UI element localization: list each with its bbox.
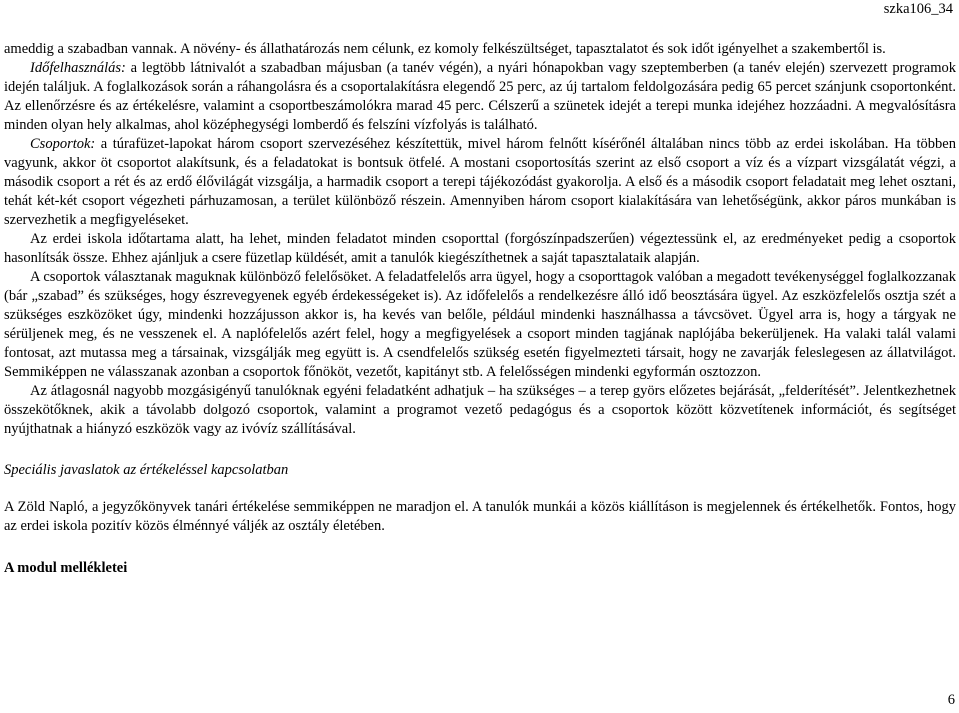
paragraph-evaluation: A Zöld Napló, a jegyzőkönyvek tanári értékelése semmiképpen ne maradjon el. A tanulók munkái a közös kiállításon is megjelennek és értékelhetők. Fontos, hogy az erdei iskola pozitív közös élménnyé váljék az osztály életében. — [4, 499, 956, 534]
paragraph-groups — [4, 135, 956, 230]
appendix-heading: A modul mellékletei — [4, 560, 128, 576]
paragraph-time-usage — [4, 59, 956, 135]
time-usage-text: a legtöbb látnivalót a szabadban májusban (a tanév végén), a nyári hónapokban vagy szeptemberben (a tanév elején) szervezett programok idején találjuk. A foglalkozások során a ráhangolásra és a csoportalakításra elegendő 25 perc, az új tartalom feldolgozására pedig 65 percet szánjunk csoportonként. Az ellenőrzésre és az értékelésre, valamint a csoportbeszámolókra marad 45 perc. Célszerű a szünetek idejét a terepi munka idejéhez hozzáadni. A megvalósításra minden olyan hely alkalmas, ahol középhegységi lomberdő és felszíni vízfolyás is található. — [4, 60, 956, 133]
page-number: 6 — [947, 692, 955, 708]
section-title-evaluation: Speciális javaslatok az értékeléssel kapcsolatban — [4, 462, 289, 478]
paragraph-rotation: Az erdei iskola időtartama alatt, ha lehet, minden feladatot minden csoporttal (forgószínpadszerűen) végeztessünk el, az eredményeket pedig a csoportok hasonlítsák össze. Ehhez ajánljuk a csere füzetlap küldését, amit a tanulók kiegészíthetnek a saját tapasztalataik alapján. — [4, 231, 956, 266]
time-usage-label: Időfelhasználás: — [30, 60, 126, 76]
groups-text: a túrafüzet-lapokat három csoport szervezéséhez készítettük, mivel három felnőtt kísérőnél általában nincs több az erdei iskolában. Ha többen vagyunk, akkor öt csoportot alakítsunk, és a feladatokat is bontsuk ötfelé. A mostani csoportosítás szerint az első csoport a víz és a vízpart vizsgálatát végzi, a második csoport a rét és az erdő élővilágát vizsgálja, a harmadik csoport a terepi tájékozódást gyakorolja. A első és a második csoport feladatait meg lehet osztani, tehát két-két csoport végezheti párhuzamosan, a terület különböző részein. Amennyiben három csoport kialakítására van lehetőségünk, akkor páros munkában is szervezhetik a megfigyeléseket. — [4, 136, 956, 228]
paragraph-continuation: ameddig a szabadban vannak. A növény- és állathatározás nem célunk, ez komoly felkészültséget, tapasztalatot és sok időt igényelhet a szakembertől is. — [4, 41, 886, 57]
document-body — [4, 40, 956, 578]
paragraph-responsibilities: A csoportok választanak maguknak különböző felelősöket. A feladatfelelős arra ügyel, hogy a csoporttagok valóban a megadott tevékenységgel foglalkozzanak (bár „szabad” és szükséges, hogy észrevegyenek egyéb érdekességeket is). Az időfelelős a rendelkezésre álló idő beosztására ügyel. Az eszközfelelős osztja szét a szükséges eszközöket úgy, mindenki hozzájusson akkor is, ha kevés van belőle, például mindenki használhassa a távcsövet. Ügyel arra is, hogy a tárgyak ne sérüljenek meg, és ne vesszenek el. A naplófelelős azért felel, hogy a megfigyelések a csoport minden tagjának naplójába bekerüljenek. Ha valaki talál valami fontosat, azt mutassa meg a társainak, vizsgálják meg együtt is. A csendfelelős szükség esetén figyelmezteti társait, hogy ne zavarják feleslegesen az állatvilágot. Semmiképpen ne válasszanak azonban a csoportok főnököt, vezetőt, kapitányt stb. A felelősségen mindenki egyformán osztozzon. — [4, 269, 956, 380]
paragraph-individual-tasks: Az átlagosnál nagyobb mozgásigényű tanulóknak egyéni feladatként adhatjuk – ha szükséges – a terep györs előzetes bejárását, „felderítését”. Jelentkezhetnek összekötőknek, akik a távolabb dolgozó csoportok, valamint a programot vezető pedagógus és a csoportok között közvetítenek információt, és segítséget nyújthatnak a hiányzó eszközök vagy az ivóvíz szállításával. — [4, 383, 956, 437]
groups-label: Csoportok: — [30, 136, 96, 152]
document-code: szka106_34 — [883, 1, 953, 17]
